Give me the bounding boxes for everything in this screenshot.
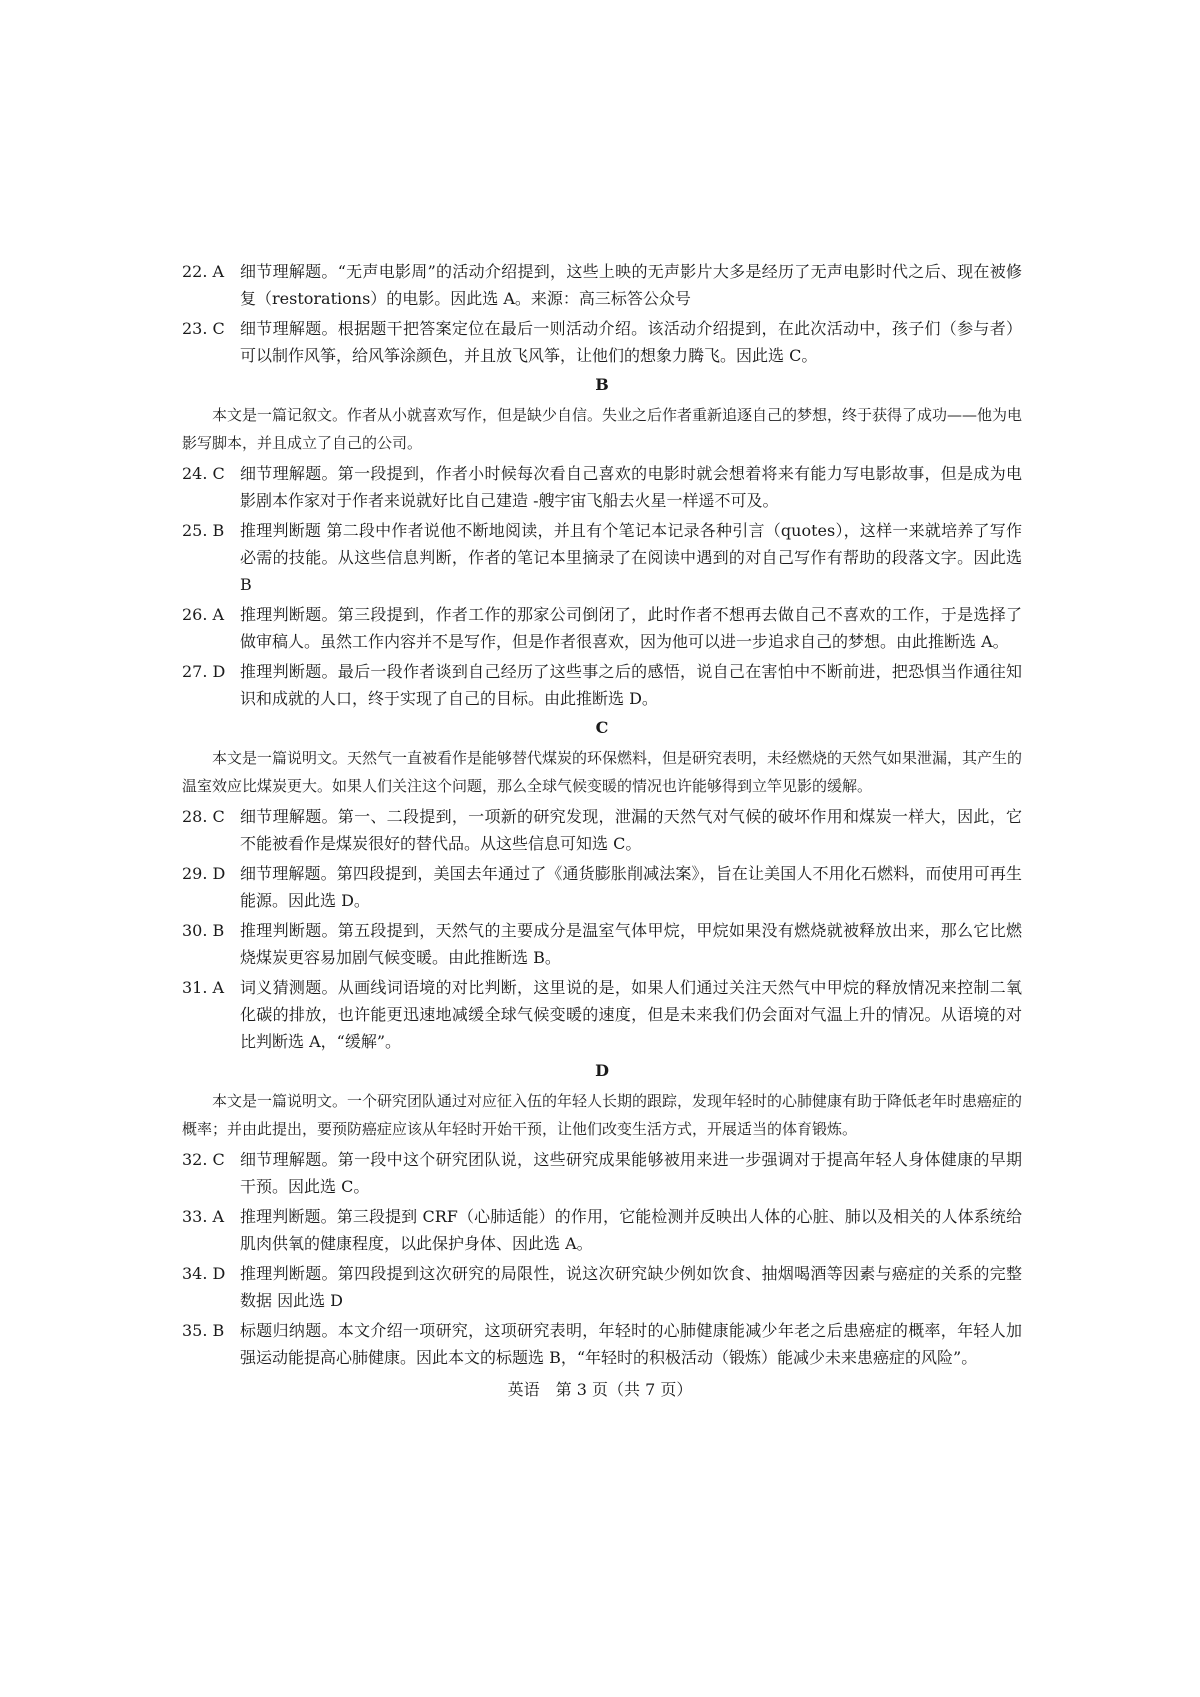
answer-explanation: 细节理解题。第一段中这个研究团队说，这些研究成果能够被用来进一步强调对于提高年轻人身体健康的早期干预。因此选 C。 bbox=[240, 1150, 1022, 1196]
answer-key-body bbox=[182, 258, 1022, 1374]
answer-number: 25. B bbox=[182, 521, 225, 540]
answer-explanation: 标题归纳题。本文介绍一项研究，这项研究表明，年轻时的心肺健康能减少年老之后患癌症的概率，年轻人加强运动能提高心肺健康。因此本文的标题选 B，“年轻时的积极活动（锻炼）能减少未来患癌症的风险”。 bbox=[240, 1321, 1022, 1367]
answer-number: 35. B bbox=[182, 1321, 225, 1340]
answer-item bbox=[182, 517, 1022, 598]
answer-number: 32. C bbox=[182, 1150, 225, 1169]
answer-number: 26. A bbox=[182, 605, 225, 624]
answer-explanation: 推理判断题 第二段中作者说他不断地阅读，并且有个笔记本记录各种引言（quotes），这样一来就培养了写作必需的技能。从这些信息判断，作者的笔记本里摘录了在阅读中遇到的对自己写作有帮助的段落文字。因此选 B bbox=[240, 521, 1022, 594]
answer-item bbox=[182, 258, 1022, 312]
answer-explanation: 细节理解题。“无声电影周”的活动介绍提到，这些上映的无声影片大多是经历了无声电影时代之后、现在被修复（restorations）的电影。因此选 A。来源：高三标答公众号 bbox=[240, 262, 1022, 308]
answer-number: 22. A bbox=[182, 262, 225, 281]
section-heading-d: D bbox=[595, 1061, 609, 1080]
answer-number: 29. D bbox=[182, 864, 226, 883]
answer-item bbox=[182, 1317, 1022, 1371]
answer-explanation: 细节理解题。第四段提到，美国去年通过了《通货膨胀削减法案》，旨在让美国人不用化石燃料，而使用可再生能源。因此选 D。 bbox=[240, 864, 1022, 910]
section-summary-b: 本文是一篇记叙文。作者从小就喜欢写作，但是缺少自信。失业之后作者重新追逐自己的梦想，终于获得了成功——他为电影写脚本，并且成立了自己的公司。 bbox=[182, 406, 1023, 452]
answer-explanation: 细节理解题。第一、二段提到，一项新的研究发现，泄漏的天然气对气候的破坏作用和煤炭一样大，因此，它不能被看作是煤炭很好的替代品。从这些信息可知选 C。 bbox=[240, 807, 1022, 853]
answer-item bbox=[182, 803, 1022, 857]
answer-explanation: 推理判断题。第三段提到，作者工作的那家公司倒闭了，此时作者不想再去做自己不喜欢的工作，于是选择了做审稿人。虽然工作内容并不是写作，但是作者很喜欢，因为他可以进一步追求自己的梦想。由此推断选 A。 bbox=[240, 605, 1022, 651]
answer-explanation: 细节理解题。第一段提到，作者小时候每次看自己喜欢的电影时就会想着将来有能力写电影故事，但是成为电影剧本作家对于作者来说就好比自己建造 -艘宇宙飞船去火星一样遥不可及。 bbox=[240, 464, 1022, 510]
answer-item bbox=[182, 860, 1022, 914]
answer-item bbox=[182, 315, 1022, 369]
answer-number: 30. B bbox=[182, 921, 225, 940]
answer-item bbox=[182, 1203, 1022, 1257]
answer-item bbox=[182, 658, 1022, 712]
section-summary-d: 本文是一篇说明文。一个研究团队通过对应征入伍的年轻人长期的跟踪，发现年轻时的心肺健康有助于降低老年时患癌症的概率；并由此提出，要预防癌症应该从年轻时开始干预，让他们改变生活方式，开展适当的体育锻炼。 bbox=[182, 1092, 1023, 1138]
answer-explanation: 推理判断题。最后一段作者谈到自己经历了这些事之后的感悟，说自己在害怕中不断前进，把恐惧当作通往知识和成就的人口，终于实现了自己的目标。由此推断选 D。 bbox=[240, 662, 1022, 708]
section-summary-c: 本文是一篇说明文。天然气一直被看作是能够替代煤炭的环保燃料，但是研究表明，未经燃烧的天然气如果泄漏，其产生的温室效应比煤炭更大。如果人们关注这个问题，那么全球气候变暖的情况也许能够得到立竿见影的缓解。 bbox=[182, 749, 1023, 795]
answer-number: 28. C bbox=[182, 807, 225, 826]
answer-explanation: 推理判断题。第三段提到 CRF（心肺适能）的作用，它能检测并反映出人体的心脏、肺以及相关的人体系统给肌肉供氧的健康程度，以此保护身体、因此选 A。 bbox=[240, 1207, 1022, 1253]
answer-explanation: 推理判断题。第四段提到这次研究的局限性，说这次研究缺少例如饮食、抽烟喝酒等因素与癌症的关系的完整数据 因此选 D bbox=[240, 1264, 1022, 1310]
answer-number: 24. C bbox=[182, 464, 225, 483]
answer-explanation: 细节理解题。根据题干把答案定位在最后一则活动介绍。该活动介绍提到，在此次活动中，孩子们（参与者）可以制作风筝，给风筝涂颜色，并且放飞风筝，让他们的想象力腾飞。因此选 C。 bbox=[240, 319, 1022, 365]
answer-item bbox=[182, 917, 1022, 971]
answer-item bbox=[182, 1146, 1022, 1200]
section-heading-b: B bbox=[595, 375, 609, 394]
answer-number: 33. A bbox=[182, 1207, 225, 1226]
answer-number: 23. C bbox=[182, 319, 225, 338]
answer-item bbox=[182, 460, 1022, 514]
answer-item bbox=[182, 1260, 1022, 1314]
answer-explanation: 词义猜测题。从画线词语境的对比判断，这里说的是，如果人们通过关注天然气中甲烷的释放情况来控制二氧化碳的排放，也许能更迅速地减缓全球气候变暖的速度，但是未来我们仍会面对气温上升的情况。从语境的对比判断选 A，“缓解”。 bbox=[240, 978, 1022, 1051]
section-heading-c: C bbox=[595, 718, 609, 737]
answer-number: 34. D bbox=[182, 1264, 226, 1283]
answer-number: 27. D bbox=[182, 662, 226, 681]
answer-explanation: 推理判断题。第五段提到，天然气的主要成分是温室气体甲烷，甲烷如果没有燃烧就被释放出来，那么它比燃烧煤炭更容易加剧气候变暖。由此推断选 B。 bbox=[240, 921, 1022, 967]
answer-number: 31. A bbox=[182, 978, 225, 997]
page-footer: 英语 第 3 页（共 7 页） bbox=[507, 1380, 693, 1399]
answer-item bbox=[182, 974, 1022, 1055]
answer-item bbox=[182, 601, 1022, 655]
